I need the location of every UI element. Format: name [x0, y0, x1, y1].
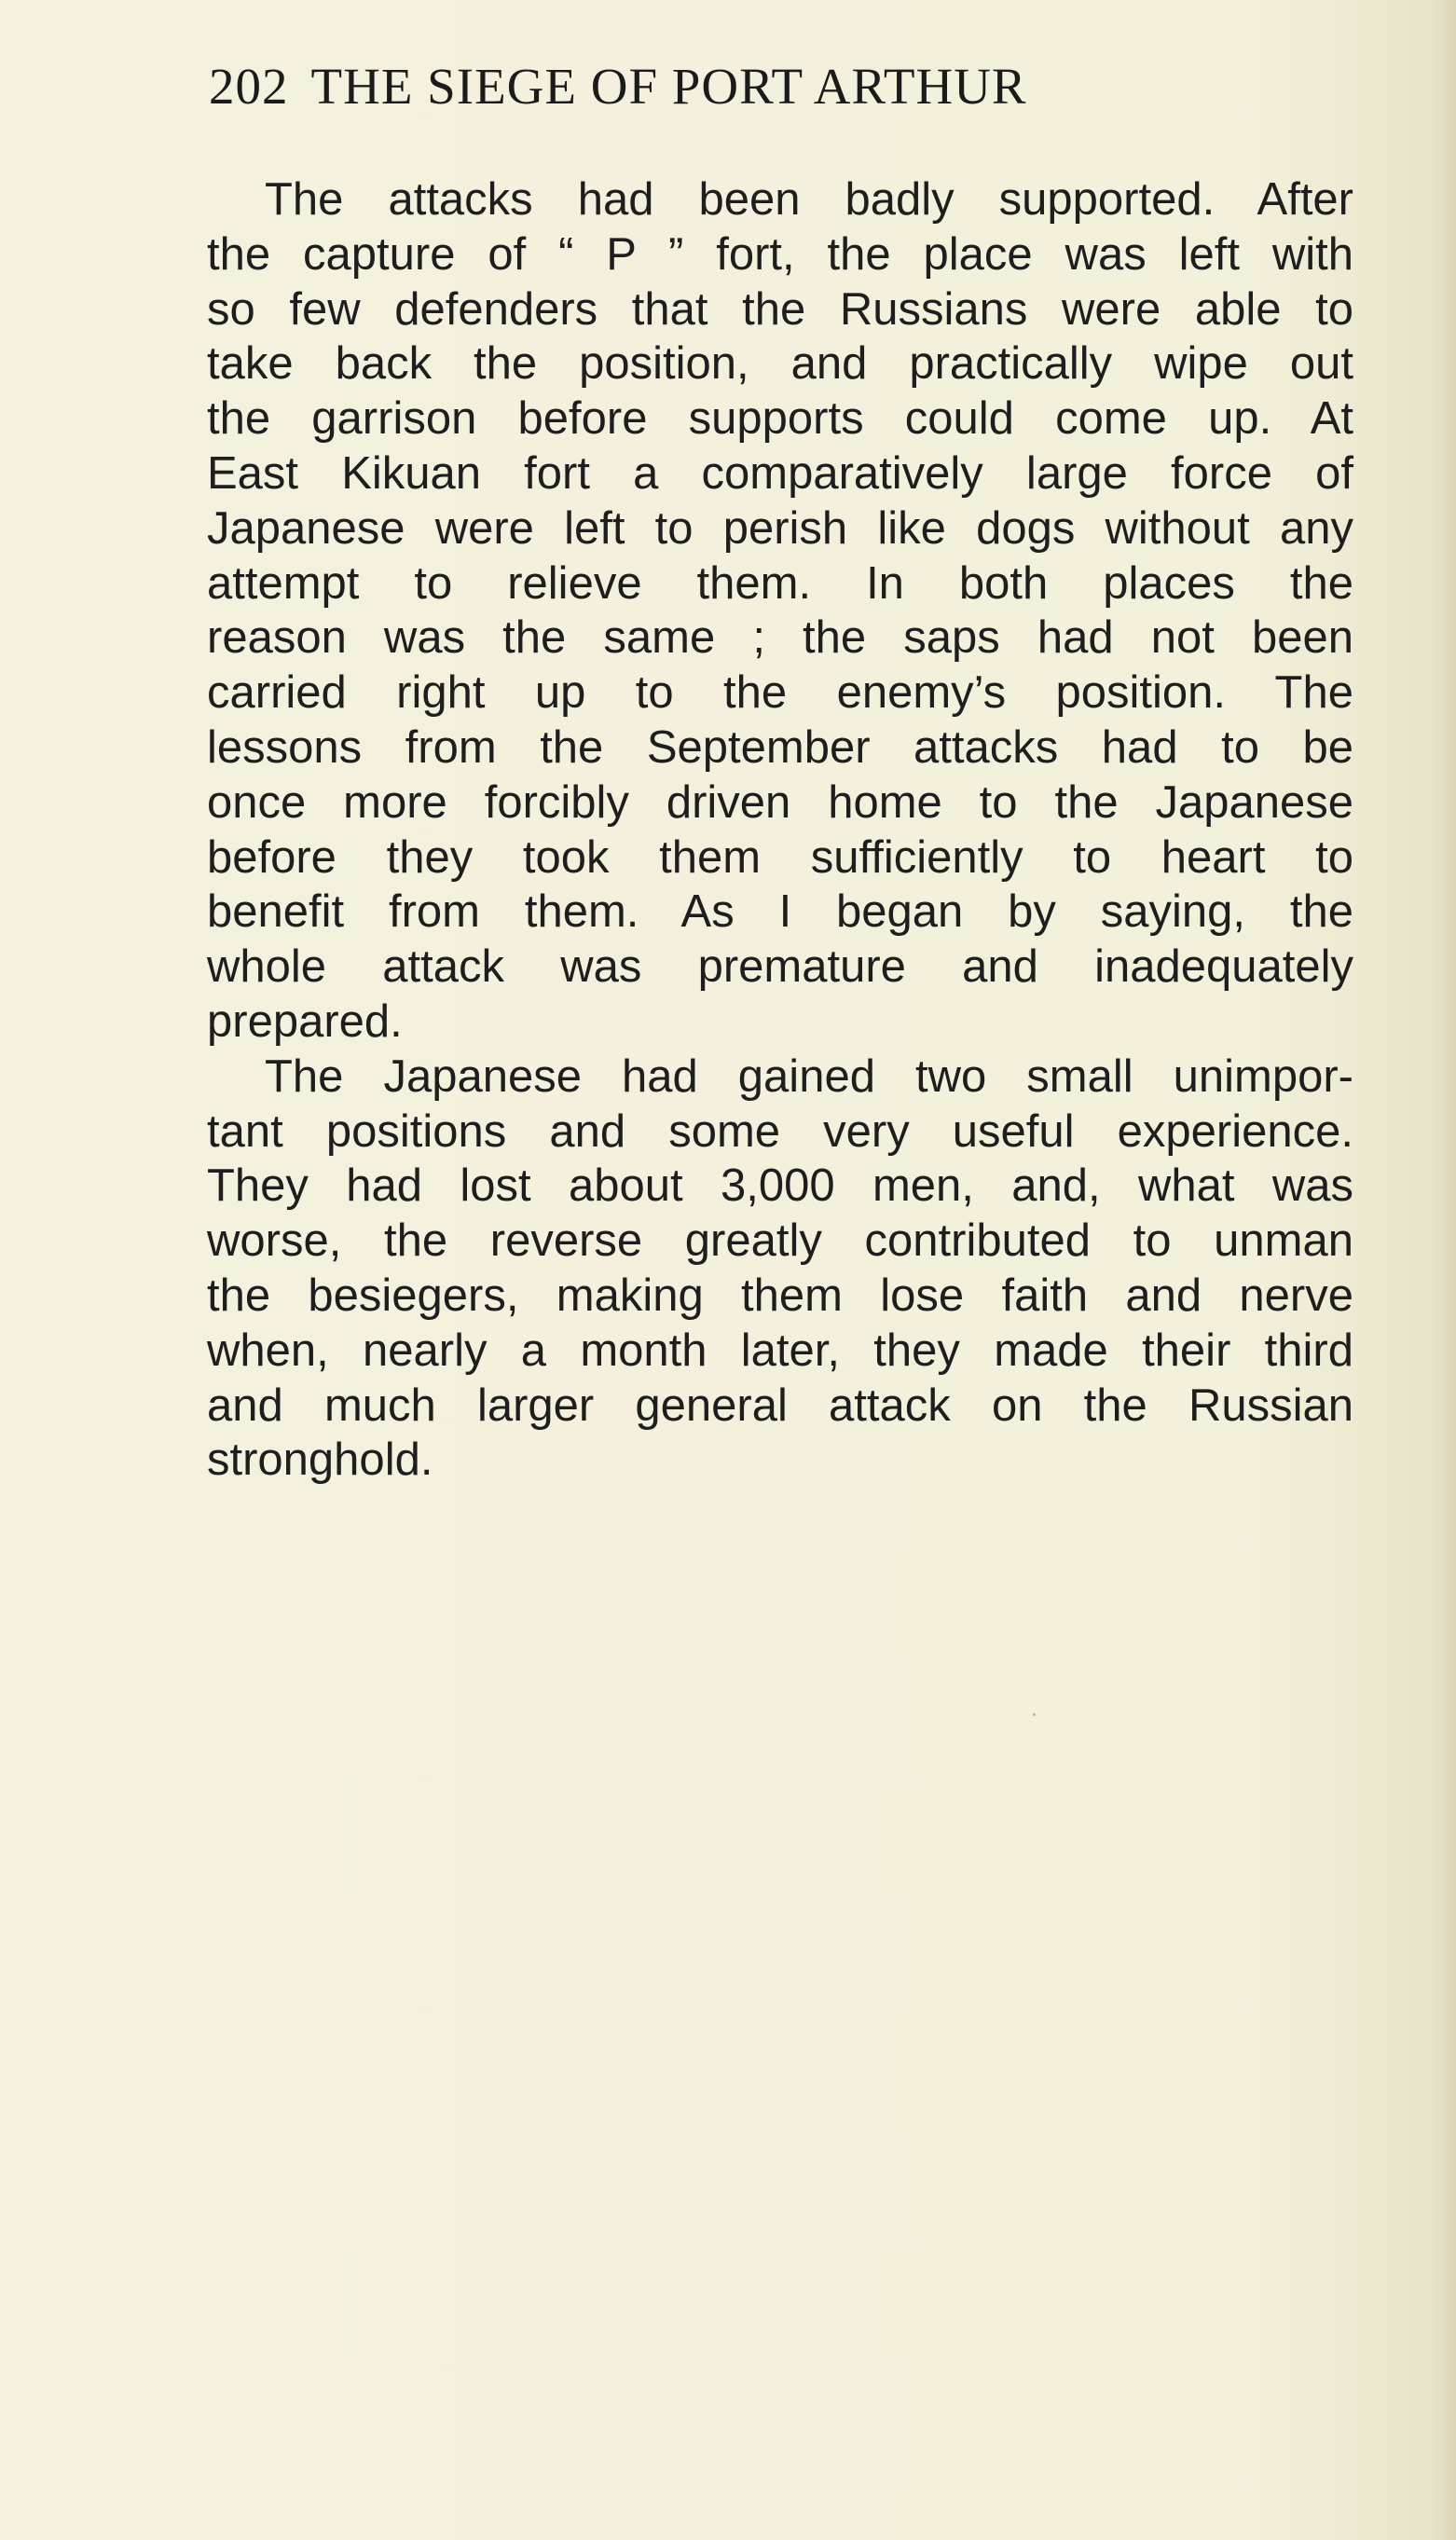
page-edge-shadow: [1432, 0, 1456, 2540]
text-line: tant positions and some very useful experience.: [207, 1105, 1353, 1157]
text-line: once more forcibly driven home to the Japanese: [207, 776, 1353, 828]
text-line: before they took them sufficiently to heart to: [207, 831, 1353, 883]
body-text: [207, 172, 1353, 1488]
paper-speck: [1033, 1713, 1036, 1716]
text-line: prepared.: [207, 995, 403, 1047]
text-line: when, nearly a month later, they made their third: [207, 1325, 1353, 1376]
text-line: reason was the same ; the saps had not been: [207, 612, 1353, 664]
text-line: the besiegers, making them lose faith and nerve: [207, 1270, 1353, 1321]
page-number: 202: [209, 58, 289, 115]
text-line: Japanese were left to perish like dogs without any: [207, 502, 1353, 554]
text-line: worse, the reverse greatly contributed to unman: [207, 1215, 1353, 1267]
text-line: take back the position, and practically wipe out: [207, 338, 1353, 390]
paragraph-1: [207, 172, 1353, 1050]
text-line: The Japanese had gained two small unimpor-: [265, 1050, 1353, 1102]
text-line: attempt to relieve them. In both places the: [207, 557, 1353, 609]
text-line: They had lost about 3,000 men, and, what was: [207, 1160, 1353, 1212]
running-title: THE SIEGE OF PORT ARTHUR: [310, 58, 1027, 115]
text-line: The attacks had been badly supported. After: [265, 174, 1353, 225]
text-line: whole attack was premature and inadequately: [207, 941, 1353, 993]
text-line: benefit from them. As I began by saying, the: [207, 886, 1353, 938]
text-line: the garrison before supports could come up. At: [207, 393, 1353, 445]
text-line: stronghold.: [207, 1435, 433, 1486]
paragraph-2: [207, 1050, 1353, 1488]
running-head: [209, 54, 1339, 119]
text-line: carried right up to the enemy’s position. The: [207, 667, 1353, 719]
text-line: the capture of “ P ” fort, the place was left with: [207, 228, 1353, 280]
text-line: so few defenders that the Russians were able to: [207, 283, 1353, 335]
text-line: lessons from the September attacks had to be: [207, 721, 1353, 773]
text-line: and much larger general attack on the Russian: [207, 1380, 1353, 1431]
text-line: East Kikuan fort a comparatively large force of: [207, 447, 1353, 499]
